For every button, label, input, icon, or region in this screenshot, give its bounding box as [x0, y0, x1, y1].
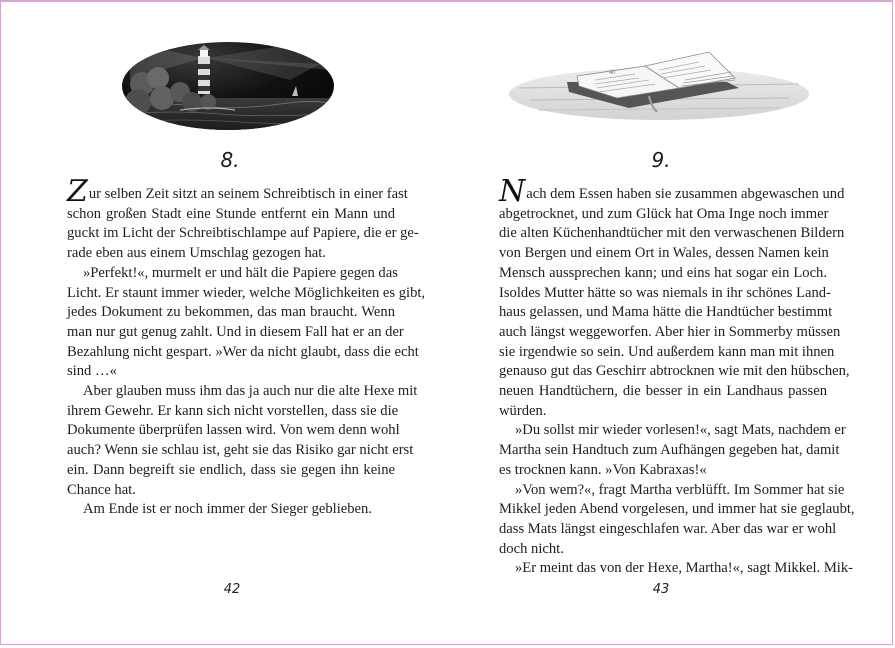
- text-line: es trocknen kann. »Von Kabraxas!«: [499, 461, 707, 478]
- text-line: »Du sollst mir wieder vorlesen!«, sagt Mats, nachdem er: [515, 422, 846, 439]
- text-line: doch nicht.: [499, 540, 564, 557]
- chapter-number: 8.: [220, 148, 240, 172]
- right-page: [447, 0, 895, 648]
- text-line: haus gelassen, und Mama hätte die Handtücher bestimmt: [499, 304, 833, 321]
- text-line: Am Ende ist er noch immer der Sieger geblieben.: [83, 501, 372, 518]
- svg-text:40: 40: [609, 70, 615, 76]
- lighthouse-illustration: [120, 40, 336, 132]
- text-line: man nur gut genug zahlt. Und in diesem Fall hat er an der: [67, 323, 404, 340]
- chapter-number: 9.: [651, 148, 671, 172]
- text-line: Licht. Er staunt immer wieder, welche Möglichkeiten es gibt,: [67, 284, 426, 301]
- text-line: »Er meint das von der Hexe, Martha!«, sagt Mikkel. Mik-: [515, 560, 854, 577]
- text-line: sind …«: [67, 363, 117, 380]
- text-line: guckt im Licht der Schreibtischlampe auf Papiere, die er ge-: [67, 225, 419, 242]
- text-line: Martha sein Handtuch zum Aufhängen gegeben hat, damit: [499, 442, 840, 459]
- drop-cap: N: [499, 174, 526, 209]
- left-page: [0, 0, 447, 648]
- text-line: Mensch aussprechen kann; und eins hat sogar ein Loch.: [499, 264, 827, 281]
- text-line: schon großen Stadt eine Stunde entfernt ein Mann und: [67, 205, 395, 222]
- drop-cap: Z: [67, 174, 88, 209]
- text-line: auch? Wenn sie schlau ist, geht sie das Risiko gar nicht erst: [67, 442, 414, 459]
- text-line: würden.: [499, 402, 547, 419]
- text-line: rade eben aus einem Umschlag gezogen hat.: [67, 245, 326, 262]
- text-line: die alten Küchenhandtücher mit den verwaschenen Bildern: [499, 225, 845, 242]
- text-line: »Perfekt!«, murmelt er und hält die Papiere gegen das: [83, 264, 398, 281]
- text-line: Nach dem Essen haben sie zusammen abgewaschen und: [499, 174, 845, 209]
- text-line: Chance hat.: [67, 481, 136, 498]
- text-line: »Von wem?«, fragt Martha verblüfft. Im Sommer hat sie: [515, 481, 845, 498]
- text-line: Zur selben Zeit sitzt an seinem Schreibtisch in einer fast: [67, 174, 408, 209]
- text-line: Mikkel jeden Abend vorgelesen, und immer hat sie geglaubt,: [499, 501, 855, 518]
- page-number: 43: [652, 582, 670, 597]
- text-line: neuen Handtüchern, die besser in ein Landhaus passen: [499, 383, 827, 400]
- page-number: 42: [223, 582, 241, 597]
- text-line: auch längst weggeworfen. Aber hier in Sommerby müssen: [499, 323, 841, 340]
- text-line: Bezahlung nicht gespart. »Wer da nicht glaubt, dass die echt: [67, 343, 419, 360]
- text-line: sie irgendwie so sein. Und außerdem kann man mit ihnen: [499, 343, 835, 360]
- text-line: jedes Dokument zu bekommen, das man braucht. Wenn: [67, 304, 395, 321]
- chapter-text: [499, 174, 855, 579]
- text-line: Isoldes Mutter hätte so was niemals in ihr schönes Land-: [499, 284, 831, 301]
- open-book-illustration: [499, 36, 809, 132]
- text-line: Dokumente überprüfen lassen wird. Von wem denn wohl: [67, 422, 400, 439]
- text-line: genauso gut das Geschirr abtrocknen wie mit den hübschen,: [499, 363, 850, 380]
- text-line: abgetrocknet, und zum Glück hat Oma Inge noch immer: [499, 205, 829, 222]
- text-line: Aber glauben muss ihm das ja auch nur die alte Hexe mit: [83, 383, 418, 400]
- text-line: von Bergen und einem Ort in Wales, dessen Namen kein: [499, 245, 829, 262]
- chapter-text: [67, 174, 426, 520]
- text-line: ihrem Gewehr. Er kann sich nicht vorstellen, dass sie die: [67, 402, 399, 419]
- text-line: ein. Dann begreift sie endlich, dass sie gegen ihn keine: [67, 461, 395, 478]
- text-line: dass Mats längst eingeschlafen war. Aber das war er wohl: [499, 520, 837, 537]
